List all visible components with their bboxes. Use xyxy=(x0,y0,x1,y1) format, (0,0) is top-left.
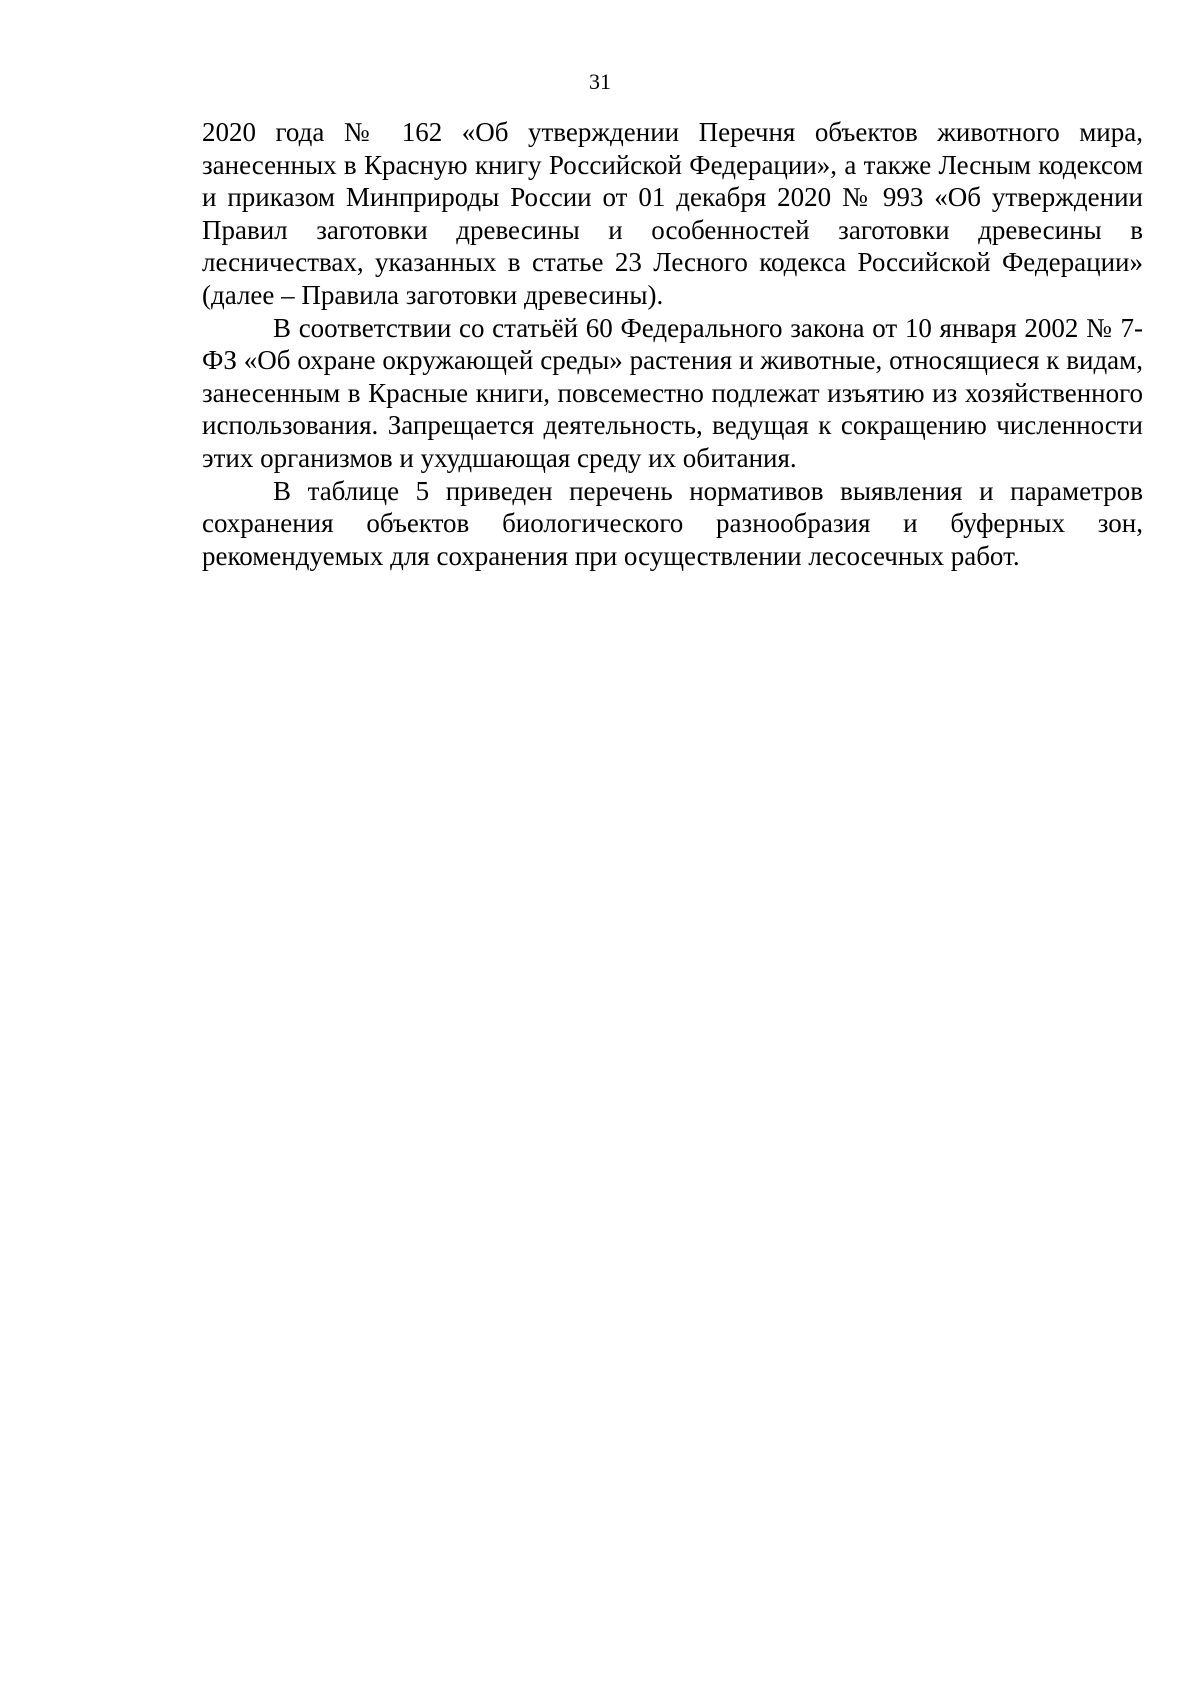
body-text xyxy=(202,116,1143,572)
paragraph-article-60: В соответствии со статьёй 60 Федерального закона от 10 января 2002 № 7-ФЗ «Об охране окружающей среды» растения и животные, относящиеся к видам, занесенным в Красные книги, повсеместно подлежат изъятию из хозяйственного использования. Запрещается деятельность, ведущая к сокращению численности этих организмов и ухудшающая среду их обитания. xyxy=(202,312,1143,473)
paragraph-table-5-reference: В таблице 5 приведен перечень нормативов выявления и параметров сохранения объектов биологического разнообразия и буферных зон, рекомендуемых для сохранения при осуществлении лесосечных работ. xyxy=(202,475,1143,571)
paragraph-continuation: 2020 года № 162 «Об утверждении Перечня объектов животного мира, занесенных в Красную книгу Российской Федерации», а также Лесным кодексом и приказом Минприроды России от 01 декабря 2020 № 993 «Об утверждении Правил заготовки древесины и особенностей заготовки древесины в лесничествах, указанных в статье 23 Лесного кодекса Российской Федерации» (далее – Правила заготовки древесины). xyxy=(202,117,1143,310)
page-number: 31 xyxy=(589,69,611,94)
